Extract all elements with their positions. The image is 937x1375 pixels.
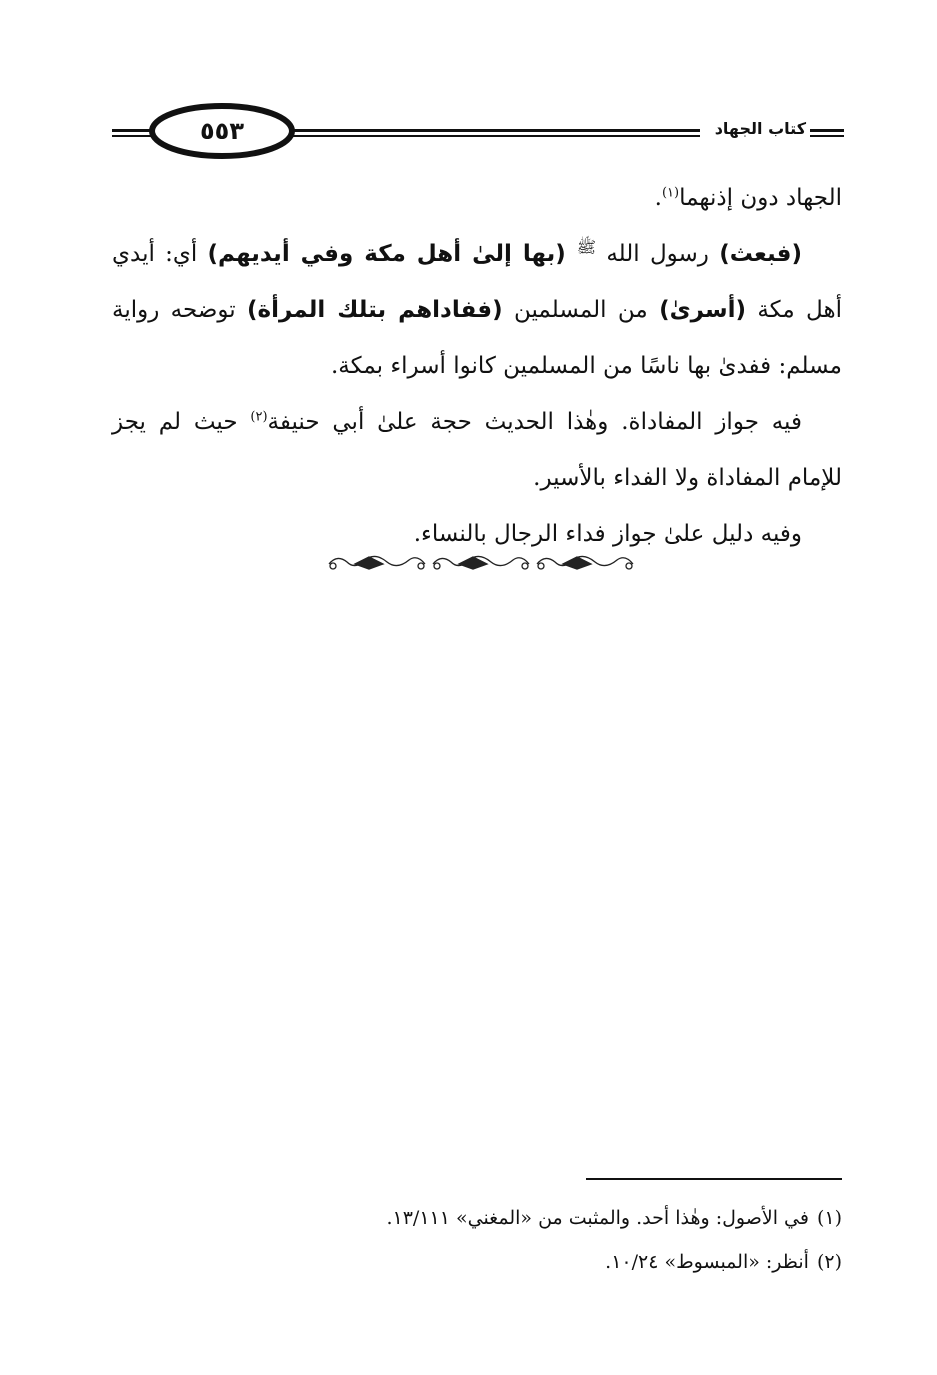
footnote-ref-2[interactable]: (٢) <box>250 409 268 425</box>
paragraph-4-text: وفيه دليل علىٰ جواز فداء الرجال بالنساء. <box>413 521 802 547</box>
paragraph-3-text-a: فيه جواز المفاداة. وهٰذا الحديث حجة علىٰ أبي حنيفة <box>267 409 802 435</box>
paragraph-2-text-a: رسول الله <box>596 241 720 267</box>
footnotes <box>112 1196 842 1284</box>
footnote-2 <box>112 1240 842 1284</box>
footnote-1 <box>112 1196 842 1240</box>
header-rule-right-thin <box>810 135 844 137</box>
page-number: ٥٥٣ <box>200 117 244 145</box>
running-title: كتاب الجهاد <box>714 119 806 138</box>
header-rule-middle <box>290 129 700 132</box>
footnote-separator <box>586 1178 842 1180</box>
header-rule-middle-thin <box>290 135 700 137</box>
header-rule-left <box>112 129 152 132</box>
header-rule-right <box>810 129 844 132</box>
paragraph-2-text-b: أي: أيدي أهل مكة <box>112 241 842 323</box>
paragraph-1-text: الجهاد دون إذنهما <box>679 185 842 211</box>
paragraph-2 <box>112 226 842 394</box>
paragraph-2-text-d: توضحه رواية مسلم: ففدىٰ بها ناسًا من المسلمين كانوا أسراء بمكة. <box>112 297 842 379</box>
footnote-2-number: (٢) <box>816 1251 842 1273</box>
footnote-1-number: (١) <box>816 1207 842 1229</box>
quote-fabaatha: (فبعث) <box>719 241 802 267</box>
paragraph-1 <box>112 170 842 226</box>
quote-to-makkah: (بها إلىٰ أهل مكة وفي أيديهم) <box>207 241 577 267</box>
paragraph-1-end: . <box>654 185 662 211</box>
footnote-2-text: أنظر: «المبسوط» ١٠/٢٤. <box>605 1251 809 1273</box>
footnote-1-text: في الأصول: وهٰذا أحد. والمثبت من «المغني» ١٣/١١١. <box>386 1207 809 1229</box>
honorific-glyph: ﷺ <box>576 237 597 257</box>
paragraph-3-text-b: حيث لم يجز للإمام المفاداة ولا الفداء بالأسير. <box>112 409 842 491</box>
footnote-ref-1[interactable]: (١) <box>661 185 680 201</box>
header-rule-left-thin <box>112 135 152 137</box>
paragraph-3 <box>112 394 842 506</box>
paragraph-2-text-c: من المسلمين <box>502 297 660 323</box>
page-header <box>112 100 844 160</box>
ornament-divider <box>325 548 637 576</box>
quote-ransomed: (ففاداهم بتلك المرأة) <box>247 297 503 323</box>
quote-captives: (أسرىٰ) <box>659 297 746 323</box>
main-text <box>112 170 842 562</box>
